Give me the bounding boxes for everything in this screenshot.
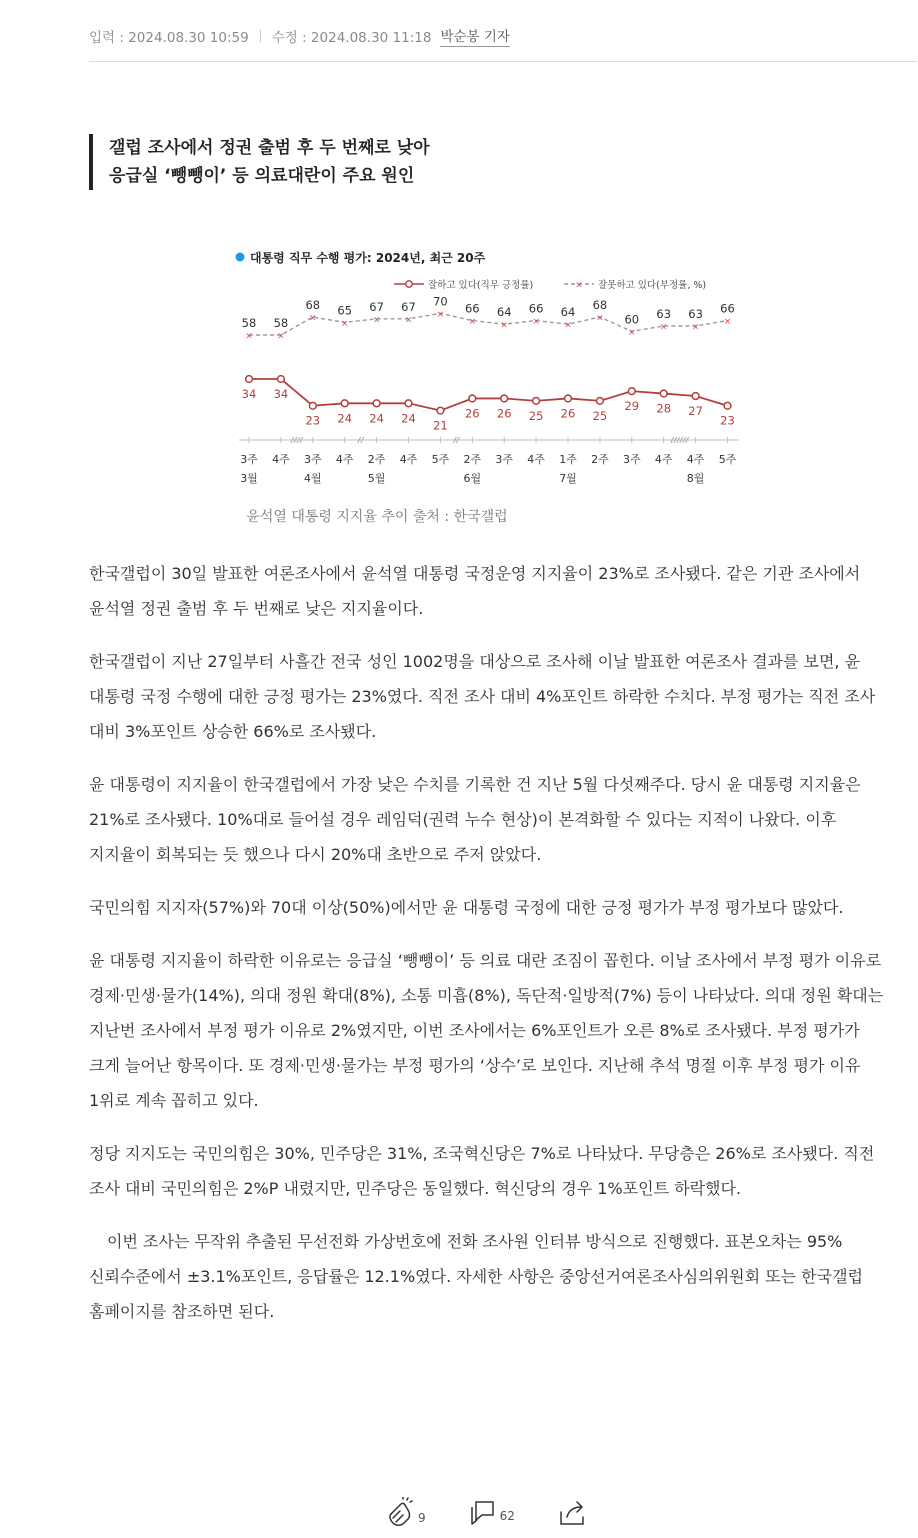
point-negative: × bbox=[436, 309, 445, 320]
paragraph-2: 한국갤럽이 지난 27일부터 사흘간 전국 성인 1002명을 대상으로 조사해 이날 발표한 여론조사 결과를 보면, 윤 대통령 국정 수행에 대한 긍정 평가는 23%였다. 직전 조사 대비 4%포인트 하락한 수치다. 부정 평가는 직전 조사 대비 3%포인트 상승한 66%로 조사됐다. bbox=[89, 652, 876, 741]
legend-label-positive: 잘하고 있다(직무 긍정률) bbox=[428, 280, 534, 291]
data-label-negative: 63 bbox=[656, 307, 672, 321]
data-label-negative: 66 bbox=[464, 301, 480, 316]
point-negative: × bbox=[723, 317, 732, 328]
data-label-positive: 26 bbox=[464, 406, 480, 421]
point-negative: × bbox=[340, 318, 349, 329]
data-label-negative: 67 bbox=[369, 299, 384, 314]
point-positive bbox=[533, 397, 540, 404]
x-tick-label: 2주 bbox=[367, 453, 386, 466]
legend-label-negative: 잘못하고 있다(부정률, %) bbox=[598, 280, 707, 291]
month-label: 5월 bbox=[367, 472, 386, 485]
meta-divider bbox=[260, 30, 261, 42]
point-negative: × bbox=[659, 322, 668, 333]
data-label-negative: 67 bbox=[401, 299, 416, 314]
point-negative: × bbox=[532, 317, 540, 328]
data-label-positive: 24 bbox=[401, 411, 416, 426]
point-positive bbox=[469, 395, 476, 402]
reporter-link[interactable]: 박순봉 기자 bbox=[440, 25, 510, 47]
x-tick-label: 2주 bbox=[463, 453, 482, 466]
paragraph-1: 한국갤럽이 30일 발표한 여론조사에서 윤석열 대통령 국정운영 지지율이 23%로 조사됐다. 같은 기관 조사에서 윤석열 정권 출범 후 두 번째로 낮은 지지율이다. bbox=[89, 564, 861, 618]
data-label-negative: 60 bbox=[624, 312, 640, 327]
point-negative: × bbox=[245, 331, 253, 342]
x-tick-label: 3주 bbox=[303, 453, 322, 466]
x-tick-label: 2주 bbox=[591, 453, 609, 466]
data-label-positive: 23 bbox=[720, 413, 735, 428]
point-positive bbox=[373, 400, 380, 407]
point-positive bbox=[724, 402, 731, 409]
like-button[interactable] bbox=[386, 1497, 426, 1527]
data-label-positive: 24 bbox=[369, 411, 384, 426]
chart-title: 대통령 직무 수행 평가: 2024년, 최근 20주 bbox=[250, 251, 486, 265]
x-tick-label: 1주 bbox=[559, 453, 577, 466]
point-positive bbox=[309, 402, 316, 409]
x-tick-label: 4주 bbox=[686, 453, 705, 466]
subtitle-line-1: 갤럽 조사에서 정권 출범 후 두 번째로 낮아 bbox=[109, 138, 430, 158]
point-negative: × bbox=[277, 331, 285, 342]
data-label-positive: 23 bbox=[305, 413, 321, 428]
point-positive bbox=[405, 400, 412, 407]
x-tick-label: 4주 bbox=[272, 453, 290, 466]
article-body bbox=[89, 556, 889, 1347]
x-tick-label: 4주 bbox=[399, 453, 418, 466]
data-label-positive: 34 bbox=[273, 387, 289, 401]
point-positive bbox=[692, 393, 699, 400]
point-positive bbox=[628, 388, 635, 395]
approval-chart bbox=[224, 244, 756, 500]
chart-svg bbox=[224, 244, 756, 500]
month-label: 7월 bbox=[559, 472, 577, 485]
x-tick-label: 3주 bbox=[495, 453, 514, 466]
x-tick-label: 3주 bbox=[240, 453, 258, 466]
paragraph-4: 국민의힘 지지자(57%)와 70대 이상(50%)에서만 윤 대통령 국정에 대한 긍정 평가가 부정 평가보다 많았다. bbox=[89, 898, 844, 917]
month-label: 6월 bbox=[463, 472, 482, 485]
image-caption: 윤석열 대통령 지지율 추이 출처 : 한국갤럽 bbox=[246, 509, 508, 525]
point-negative: × bbox=[628, 327, 636, 338]
point-positive bbox=[660, 390, 667, 397]
paragraph-5: 윤 대통령 지지율이 하락한 이유로는 응급실 ‘뺑뺑이’ 등 의료 대란 조짐이 꼽힌다. 이날 조사에서 부정 평가 이유로 경제·민생·물가(14%), 의대 정원 확대(8%), 소통 미흡(8%), 독단적·일방적(7%) 등이 나타났다. 의대 정원 확대는 지난번 조사에서 부정 평가 이유로 2%였지만, 이번 조사에서는 6%포인트가 오른 8%로 조사됐다. 부정 평가가 크게 늘어난 항목이다. 또 경제·민생·물가는 부정 평가의 ‘상수’로 보인다. 지난해 추석 명절 이후 부정 평가 이유 1위로 계속 꼽히고 있다. bbox=[89, 951, 884, 1110]
data-label-negative: 65 bbox=[337, 303, 353, 318]
data-label-negative: 64 bbox=[496, 305, 512, 320]
comment-button[interactable] bbox=[470, 1499, 515, 1525]
input-date: 입력 : 2024.08.30 10:59 bbox=[89, 30, 249, 46]
point-positive bbox=[246, 376, 253, 383]
point-positive bbox=[597, 397, 604, 404]
data-label-positive: 28 bbox=[656, 401, 672, 416]
edit-date: 수정 : 2024.08.30 11:18 bbox=[271, 30, 432, 46]
x-tick-label: 3주 bbox=[622, 453, 641, 466]
point-positive bbox=[565, 395, 572, 402]
comment-icon bbox=[470, 1499, 496, 1525]
month-label: 3월 bbox=[240, 472, 258, 485]
data-label-positive: 25 bbox=[528, 408, 544, 423]
point-negative: × bbox=[691, 322, 700, 333]
point-negative: × bbox=[564, 320, 572, 331]
data-label-positive: 26 bbox=[496, 406, 512, 421]
point-negative: × bbox=[309, 313, 317, 324]
point-negative: × bbox=[372, 315, 381, 326]
x-tick-label: 5주 bbox=[431, 453, 450, 466]
point-positive bbox=[341, 400, 348, 407]
x-tick-label: 4주 bbox=[527, 453, 545, 466]
data-label-negative: 66 bbox=[528, 301, 544, 316]
point-negative: × bbox=[500, 320, 508, 331]
data-label-negative: 64 bbox=[560, 305, 576, 320]
data-label-positive: 29 bbox=[624, 399, 640, 414]
chart-title-dot bbox=[236, 253, 245, 262]
data-label-positive: 26 bbox=[560, 406, 576, 421]
paragraph-6: 정당 지지도는 국민의힘은 30%, 민주당은 31%, 조국혁신당은 7%로 나타났다. 무당층은 26%로 조사됐다. 직전 조사 대비 국민의힘은 2%P 내렸지만, 민주당은 동일했다. 혁신당의 경우 1%포인트 하락했다. bbox=[89, 1144, 875, 1198]
data-label-positive: 25 bbox=[592, 408, 608, 423]
legend-marker-positive bbox=[406, 281, 412, 287]
data-label-positive: 34 bbox=[241, 387, 257, 401]
article-meta bbox=[89, 26, 510, 46]
article-subtitle bbox=[89, 134, 709, 190]
x-tick-label: 4주 bbox=[335, 453, 354, 466]
subtitle-line-2: 응급실 ‘뺑뺑이’ 등 의료대란이 주요 원인 bbox=[109, 166, 415, 186]
point-negative: × bbox=[596, 313, 604, 324]
point-negative: × bbox=[404, 315, 413, 326]
clap-icon bbox=[386, 1497, 414, 1527]
data-label-negative: 63 bbox=[688, 307, 703, 321]
point-positive bbox=[437, 407, 444, 414]
data-label-negative: 70 bbox=[433, 294, 448, 309]
data-label-negative: 68 bbox=[305, 298, 321, 312]
x-tick-label: 4주 bbox=[654, 453, 673, 466]
paragraph-7: 이번 조사는 무작위 추출된 무선전화 가상번호에 전화 조사원 인터뷰 방식으로 진행했다. 표본오차는 95% 신뢰수준에서 ±3.1%포인트, 응답률은 12.1%였다. 자세한 사항은 중앙선거여론조사심의위원회 또는 한국갤럽 홈페이지를 참조하면 된다. bbox=[89, 1232, 863, 1321]
data-label-positive: 27 bbox=[688, 404, 703, 419]
data-label-positive: 21 bbox=[433, 418, 448, 433]
header-divider bbox=[89, 61, 917, 62]
data-label-negative: 58 bbox=[241, 316, 257, 330]
x-tick-label: 5주 bbox=[718, 453, 737, 466]
point-negative: × bbox=[468, 317, 477, 328]
month-label: 4월 bbox=[303, 472, 322, 485]
data-label-negative: 68 bbox=[592, 298, 608, 312]
month-label: 8월 bbox=[686, 472, 705, 485]
legend-marker-negative: × bbox=[575, 280, 583, 291]
article-actions bbox=[386, 1494, 587, 1530]
data-label-positive: 24 bbox=[337, 411, 353, 426]
data-label-negative: 58 bbox=[273, 316, 289, 330]
paragraph-3: 윤 대통령이 지지율이 한국갤럽에서 가장 낮은 수치를 기록한 건 지난 5월 다섯째주다. 당시 윤 대통령 지지율은 21%로 조사됐다. 10%대로 들어설 경우 레임덕(권력 누수 현상)이 본격화할 수 있다는 지적이 나왔다. 이후 지지율이 회복되는 듯 했으나 다시 20%대 초반으로 주저 앉았다. bbox=[89, 775, 861, 864]
point-positive bbox=[278, 376, 285, 383]
share-button[interactable] bbox=[559, 1498, 587, 1526]
comment-count: 62 bbox=[499, 1509, 515, 1523]
point-positive bbox=[501, 395, 508, 402]
data-label-negative: 66 bbox=[720, 301, 735, 316]
share-icon bbox=[559, 1498, 587, 1526]
like-count: 9 bbox=[418, 1511, 426, 1525]
